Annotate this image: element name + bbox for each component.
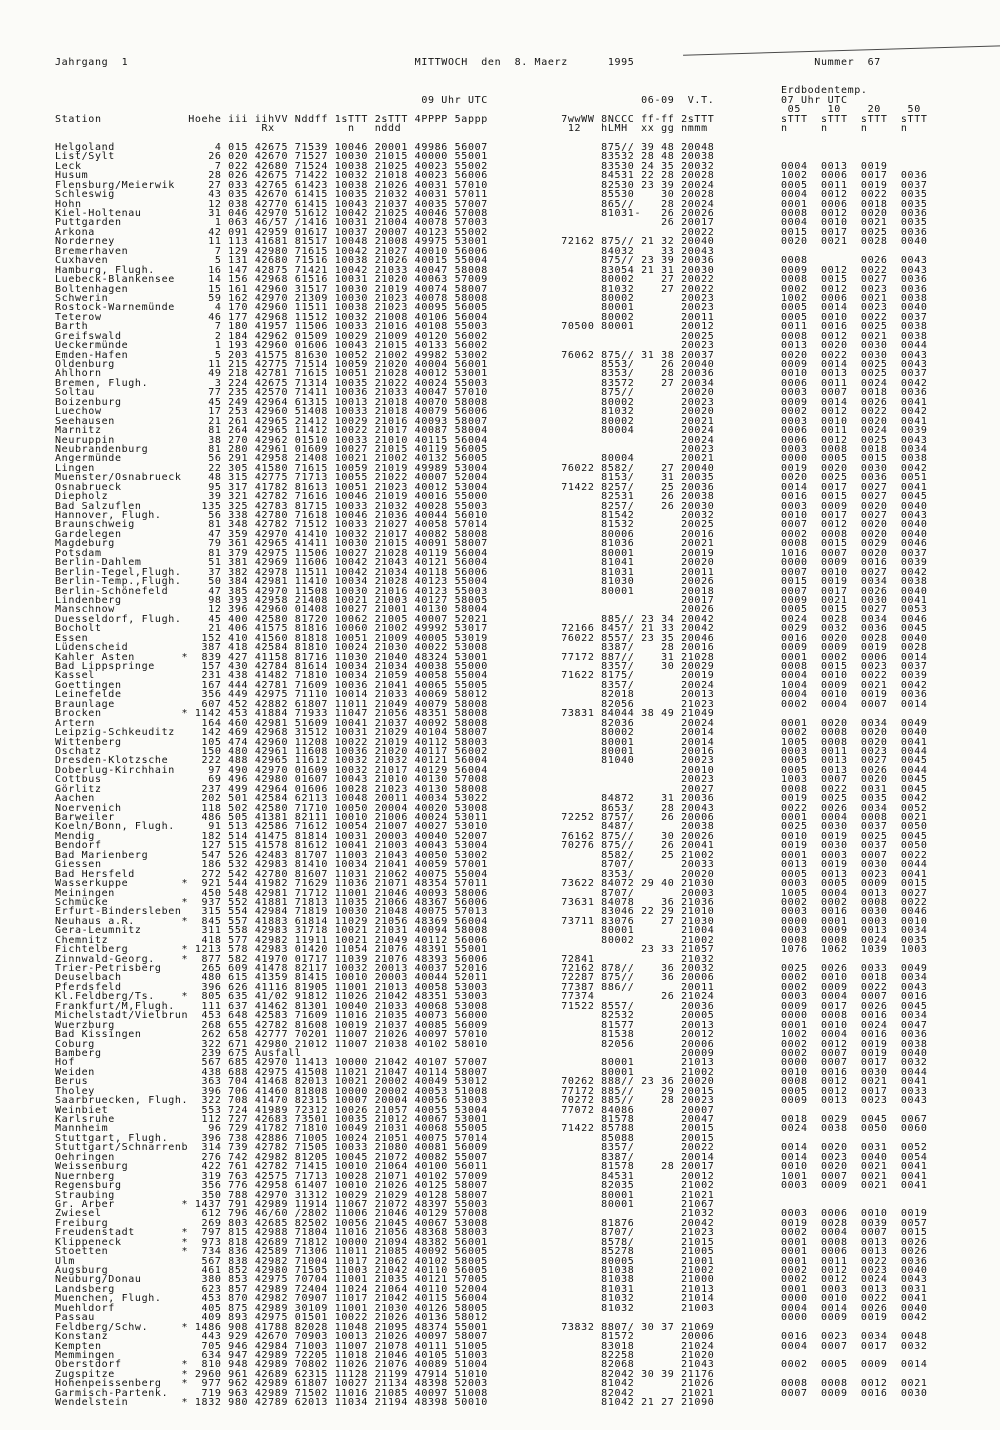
table-row: Potsdam 81 379 42975 11506 10027 21028 40119 56004 80001 20019 1016 0007 0020 0037 (55, 547, 988, 559)
table-row: Muehldorf 405 875 42989 30109 11001 21030 40126 58005 81032 21003 0004 0014 0026 0040 (55, 1302, 988, 1314)
table-row: Bad Kissingen 262 658 42777 70201 11007 21026 40097 57010 81538 20012 1002 0004 0016 0036 (55, 1029, 988, 1041)
table-row: Ulm 567 838 42982 71004 11017 21062 40102 58005 80005 21001 0001 0011 0022 0036 (55, 1255, 988, 1267)
table-row: Cottbus 69 496 42980 01607 10043 21010 40130 57008 20023 1003 0007 0020 0045 (55, 774, 988, 786)
table-row: Hannover, Flugh. 56 338 42780 71618 10046 21036 40044 56010 81542 20032 0010 0017 0027 0043 (55, 510, 988, 521)
table-row: Meiningen 450 548 42981 71712 11001 21046 40093 58006 8707/ 20003 1005 0004 0013 0027 (55, 887, 988, 899)
table-row: Helgoland 4 015 42675 71539 10046 20001 49986 56007 875// 39 48 20048 (55, 141, 988, 153)
table-row: Neuruppin 38 270 42962 01510 10033 21010 40115 56004 20024 0006 0012 0025 0043 (55, 434, 988, 446)
table-row: Marnitz 81 264 42965 11412 10022 21017 40087 58004 80004 20024 0006 0011 0024 0039 (55, 425, 988, 437)
table-row: Coburg 322 671 42980 21012 11007 21038 40102 58010 82056 20006 0002 0012 0019 0038 (55, 1038, 988, 1050)
table-row: Stuttgart, Flugh. 396 738 42886 71005 10024 21051 40075 57014 85088 20015 (55, 1132, 988, 1144)
table-row: Artern 164 460 42981 51609 10041 21037 40092 58008 82036 20024 0001 0020 0034 0049 (55, 717, 988, 729)
table-row: Weissenburg 422 761 42782 71415 10010 21064 40100 56011 81578 28 20017 0010 0020 0021 0041 (55, 1161, 988, 1173)
table-row: Saarbruecken, Flugh. 322 708 41470 82315 10007 20004 40056 53003 70272 885// 28 20023 0009 0013 0023 0043 (55, 1095, 988, 1107)
table-row: Luechow 17 253 42960 51408 10033 21018 40079 56006 81032 20020 0002 0012 0022 0042 (55, 406, 988, 418)
table-row: Emden-Hafen 5 203 41575 81630 10052 21002 49982 53002 76062 875// 31 38 20037 0020 0022 0030 0043 (55, 349, 988, 361)
table-row: Leinefelde 356 449 42975 71110 10014 21033 40069 58012 82018 20013 0004 0010 0019 0036 (55, 689, 988, 701)
table-row: Boltenhagen 15 161 42960 31517 10030 21019 40074 58007 81032 27 20022 0002 0012 0023 0036 (55, 283, 988, 295)
table-row: Soltau 77 235 42570 71411 10036 21033 40047 57010 875// 20020 0003 0007 0018 0036 (55, 387, 988, 399)
table-row: Kempten 705 946 42984 71003 11007 21078 40111 51005 83018 21024 0004 0007 0017 0032 (55, 1340, 988, 1352)
table-row: Bremen, Flugh. 3 224 42675 71314 10035 21022 40024 55003 83572 27 20034 0006 0011 0024 0042 (55, 377, 988, 389)
table-row: Tholey 396 706 41460 81808 10000 20002 40053 51008 77172 885// 29 20015 0005 0012 0017 0033 (55, 1085, 988, 1097)
table-row: Passau 409 893 42975 01501 10022 21026 40136 58012 0000 0009 0019 0042 (55, 1312, 988, 1324)
table-row: Michelstadt/Vielbrun 453 648 42583 71609 11016 21035 40073 56000 82532 20005 0000 0008 0016 0034 (55, 1010, 988, 1022)
column-header-line: Station Hoehe iii iihVV Nddff 1sTTT 2sTTT 4PPPP 5appp 7wwWW 8NCCC ff-ff 2sTTT sTTT sTTT sTTT sTTT (55, 113, 988, 125)
table-row: Gardelegen 47 359 42970 41410 10032 21017 40082 58008 80006 20016 0002 0008 0020 0040 (55, 528, 988, 540)
table-row: Landsberg 623 857 42989 72404 11024 21064 40110 52004 81031 21013 0001 0003 0013 0031 (55, 1283, 988, 1295)
table-row: Stuttgart/Schnarrenb 314 739 42782 71505 10033 21080 40081 56009 8357/ 20022 0014 0020 0031 0052 (55, 1142, 988, 1154)
table-row: Doberlug-Kirchhain 97 490 42970 01609 10032 21017 40129 56004 20010 0005 0013 0026 0044 (55, 764, 988, 776)
table-row: Zugspitze * 2960 961 42689 62315 11128 21199 47914 51010 82042 30 39 21176 (55, 1368, 988, 1380)
table-row: Muenchen, Flugh. 453 870 42982 70907 11017 21042 40115 56004 81032 21014 0000 0010 0022 0041 (55, 1293, 988, 1305)
table-row: Augsburg 461 852 42980 71505 11003 21042 40110 56005 81038 21002 0002 0012 0023 0040 (55, 1265, 988, 1276)
table-row: Husum 28 026 42675 71422 10032 21018 40023 56006 84531 22 28 20028 1002 0006 0017 0036 (55, 170, 988, 182)
table-row: Arkona 42 091 42959 01617 10037 20007 40123 55002 20022 0015 0017 0025 0036 (55, 226, 988, 238)
table-row: Kassel 231 438 41482 71810 10034 21059 40058 55004 71622 8175/ 20019 0004 0010 0022 0039 (55, 670, 988, 682)
table-row: Osnabrueck 95 317 41782 81613 10051 21023 40012 53004 71422 8257/ 25 20036 0014 0017 0027 0041 (55, 481, 988, 493)
table-row: Wittenberg 105 474 42960 11208 10022 21019 40112 58003 80001 20014 1005 0008 0020 0041 (55, 736, 988, 748)
table-row: Deuselbach 480 615 41359 81415 10010 20003 40044 52011 72287 875// 36 20006 0002 0010 0018 0034 (55, 972, 988, 984)
table-row: Barweiler 486 505 41381 82111 10010 21006 40024 53011 72252 8757/ 26 20006 0001 0004 0008 0021 (55, 812, 988, 823)
table-row: Zwiesel 612 796 46/60 /2802 11006 21046 40129 57008 21032 0003 0006 0010 0019 (55, 1208, 988, 1220)
table-row: Weinbiet 553 724 41989 72312 10026 21057 40055 53004 77072 84086 20007 (55, 1104, 988, 1116)
table-row: Braunlage 607 452 42882 61807 11011 21049 40079 58008 82056 21023 0002 0004 0007 0014 (55, 698, 988, 710)
table-row: Bad Salzuflen 135 325 42783 81715 10033 21032 40028 55003 8257/ 26 20030 0003 0009 0020 0040 (55, 500, 988, 512)
table-row: Schleswig 43 035 42670 61415 10035 21032 40031 57011 85530 30 20028 0004 0012 0022 0035 (55, 189, 988, 201)
table-row: Freiburg 269 803 42685 82502 10056 21045 40067 53008 81876 20042 0019 0028 0039 0057 (55, 1217, 988, 1229)
table-row: Wuerzburg 268 655 42782 81608 10019 21037 40085 56009 81577 20013 0001 0010 0024 0047 (55, 1019, 988, 1031)
table-row: Erfurt-Bindersleben 315 554 42984 71819 10030 21048 40075 57013 83046 22 29 21010 0003 0016 0030 0046 (55, 906, 988, 918)
table-row: Goettingen 167 444 42781 71609 10036 21041 40065 55005 8357/ 20024 1004 0009 0021 0042 (55, 679, 988, 691)
table-row: Zinnwald-Georg. * 877 582 41970 01717 11039 21076 48393 56006 72841 21032 (55, 953, 988, 965)
table-row: List/Sylt 26 020 42670 71527 10030 21015 40000 55001 83532 28 48 20038 (55, 151, 988, 163)
table-row: Konstanz 443 929 42670 70903 10013 21026 40097 58007 81572 20006 0016 0023 0034 0048 (55, 1331, 988, 1343)
table-row: Giessen 186 532 42983 81410 10034 21041 40059 57001 8707/ 20033 0013 0019 0030 0044 (55, 859, 988, 871)
table-row: Teterow 46 177 42968 11512 10032 21008 40106 56004 80002 20011 0005 0010 0022 0037 (55, 311, 988, 323)
table-row: Oschatz 150 480 42961 11608 10036 21020 40117 56002 80001 20016 0003 0011 0023 0044 (55, 745, 988, 757)
table-row: Kl.Feldberg/Ts. * 805 635 41/02 91812 11026 21042 48351 53003 77374 26 21024 0003 0004 0007 0016 (55, 991, 988, 1003)
table-row: Flensburg/Meierwik 27 033 42765 61423 10038 21026 40031 57010 82530 23 39 20024 0005 0011 0019 0037 (55, 179, 988, 191)
table-row: Feldberg/Schw. * 1486 908 41788 82028 11048 21095 48374 55001 73832 8807/ 30 37 21069 (55, 1321, 988, 1333)
table-row: Essen 152 410 41560 81818 10051 21009 40005 53019 76022 8557/ 23 35 20046 0016 0020 0028 0040 (55, 632, 988, 644)
table-row: Schmücke * 937 552 41881 71813 11035 21066 48367 56006 73631 84078 36 21036 0002 0002 0008 0022 (55, 896, 988, 908)
table-row: Bad Marienberg 547 526 42483 81707 11003 21043 40050 53002 8582/ 25 21002 0001 0003 0007 0022 (55, 849, 988, 861)
table-row: Frankfurt/M,Flugh. 111 637 41462 81301 10040 21033 40068 53008 71522 8557/ 20036 0009 0017 0026 0045 (55, 1000, 988, 1012)
table-row: Hamburg, Flugh. 16 147 42875 71421 10042 21033 40047 58008 83054 21 31 20030 0009 0012 0022 0043 (55, 264, 988, 276)
table-row: Hohn 12 038 42770 61415 10043 21037 40035 57007 865// 28 20024 0001 0006 0018 0035 (55, 198, 988, 210)
table-row: Berlin-Schönefeld 47 385 42970 11508 10030 21016 40123 55003 80001 20018 0007 0017 0026 0040 (55, 585, 988, 597)
table-row: Nuernberg 319 763 42575 71713 10028 21071 40102 57009 84531 20012 1001 0007 0021 0041 (55, 1170, 988, 1182)
table-row: Manschnow 12 396 42960 01408 10027 21001 40130 58004 20026 0005 0015 0027 0053 (55, 604, 988, 616)
table-row: Görlitz 237 499 42964 01606 10028 21023 40130 58008 20027 0008 0022 0031 0045 (55, 783, 988, 795)
table-row: Angermünde 56 291 42958 21408 10021 21002 40132 56005 80004 20021 0000 0005 0015 0038 (55, 453, 988, 465)
table-row: Lingen 22 305 41580 71615 10059 21019 49989 53004 76022 8582/ 27 20040 0019 0020 0030 0042 (55, 462, 988, 474)
table-row: Leck 7 022 42680 71524 10038 21025 40023 55002 83530 24 35 20032 0004 0013 0019 (55, 160, 988, 172)
table-row: Barth 7 180 41957 11506 10033 21016 40108 55003 70500 80001 20012 0011 0016 0025 0038 (55, 321, 988, 333)
table-row: Berus 363 704 41468 82013 10021 20002 40049 53012 70262 888// 23 36 20020 0008 0012 0021 0041 (55, 1076, 988, 1088)
weather-bulletin-document (55, 58, 987, 1408)
table-row: Braunschweig 81 348 42782 71512 10033 21027 40058 57014 81532 20025 0007 0012 0020 0040 (55, 519, 988, 531)
table-row: Regensburg 356 776 42958 61407 10010 21026 40125 58007 82035 21002 0003 0009 0021 0041 (55, 1180, 988, 1192)
table-row: Memmingen 634 947 42989 72205 11018 21046 40105 51003 82258 21020 (55, 1349, 988, 1361)
table-row: Klippeneck * 973 818 42689 71812 10000 21094 48382 56001 8578/ 21015 0001 0008 0013 0026 (55, 1236, 988, 1248)
table-row: Freudenstadt * 797 815 42988 71804 11016 21056 48368 58003 8707/ 21023 0002 0004 0007 0015 (55, 1227, 988, 1239)
table-row: Lindenberg 98 393 42958 21408 10021 21003 40127 58005 20017 0009 0021 0030 0041 (55, 594, 988, 606)
table-row: Karlsruhe 112 727 42683 73501 10035 21012 40067 53001 81578 20047 0018 0029 0045 0067 (55, 1114, 988, 1125)
table-row: Boizenburg 45 249 42964 61315 10013 21018 40070 58008 80002 20023 0009 0014 0026 0041 (55, 396, 988, 408)
soil-depth-header-line: 05 10 20 50 (55, 104, 988, 116)
table-row: Luebeck-Blankensee 14 156 42968 61516 10031 21020 40063 57009 80002 27 20022 0008 0015 0027 0036 (55, 274, 988, 286)
table-row: Koeln/Bonn, Flugh. 91 513 42586 71612 10054 21007 40027 53010 8487/ 20038 0025 0030 0037 0050 (55, 821, 988, 833)
table-row: Neuhaus a.R. * 845 557 41883 61814 11029 21056 48369 56004 73711 83076 27 21030 0000 0001 0003 0010 (55, 915, 988, 927)
table-row: Leipzig-Schkeuditz 142 469 42968 31512 10031 21029 40104 58007 80002 20014 0002 0008 0020 0040 (55, 727, 988, 739)
table-row: Berlin-Tegel,Flugh. 37 382 42978 11511 10042 21034 40118 56006 81031 20011 0007 0010 0027 0042 (55, 566, 988, 578)
table-row: Bendorf 127 515 41578 81612 10041 21003 40043 53004 70276 875// 26 20041 0019 0030 0037 0050 (55, 840, 988, 852)
table-row: Straubing 350 788 42970 31312 10029 21029 40128 58007 80001 21021 (55, 1189, 988, 1201)
table-row: Aachen 202 501 42584 62113 10048 20011 40034 53022 84872 31 20036 0019 0025 0035 0042 (55, 793, 988, 805)
column-subheader-line: Rx n nddd 12 hLMH xx gg nmmm n n n n (55, 123, 988, 135)
table-row: Magdeburg 79 361 42965 41411 10030 21015 40091 58007 81036 20021 0008 0015 0029 0046 (55, 538, 988, 550)
table-row: Bad Hersfeld 272 542 42780 81607 11031 21062 40075 55004 8353/ 20020 0005 0013 0023 0041 (55, 868, 988, 880)
page-header-line: Jahrgang 1 MITTWOCH den 8. Maerz 1995 Nummer 67 (55, 57, 988, 68)
table-row: Bremerhaven 7 129 42980 71615 10042 21027 40010 56006 84032 33 20043 (55, 245, 988, 257)
table-row: Greifswald 2 184 42962 01509 10029 21009 40120 56002 20025 0008 0012 0021 0038 (55, 330, 988, 342)
table-row: Gr. Arber * 1437 791 42989 11914 11067 21072 48397 55003 80001 21067 (55, 1198, 988, 1210)
table-row: Schwerin 59 162 42970 21309 10030 21023 40078 58008 80002 20023 1002 0006 0021 0038 (55, 292, 988, 304)
table-row: Mendig 182 514 41475 81814 10031 20003 40040 52007 76162 875// 30 20026 0010 0019 0025 0045 (55, 830, 988, 842)
table-row: Muenster/Osnabrueck 48 315 42775 71713 10055 21022 40007 52004 8153/ 31 20035 0020 0025 0036 0051 (55, 472, 988, 484)
table-row: Pferdsfeld 396 626 41116 81905 11001 21013 40058 53003 77387 886// 20011 0002 0009 0022 0043 (55, 981, 988, 993)
table-row: Duesseldorf, Flugh. 45 400 42580 81720 10062 21005 40007 52021 885// 23 34 20042 0024 0028 0034 0046 (55, 613, 988, 625)
table-row: Puttgarden 1 063 46/57 /1416 10031 21004 40078 57003 26 20017 0004 0010 0021 0035 (55, 217, 988, 229)
table-row: Cuxhaven 5 131 42680 71516 10038 21026 40015 55004 875// 23 39 20036 0008 0026 0043 (55, 255, 988, 267)
table-row: Chemnitz 418 577 42982 11911 10021 21049 40112 56006 80002 21002 0008 0008 0024 0035 (55, 934, 988, 946)
table-row: Gera-Leumnitz 311 558 42983 31718 10021 21031 40094 58008 80001 21004 0003 0009 0013 0034 (55, 925, 988, 937)
table-row: Neuburg/Donau 380 853 42975 70704 11001 21035 40121 57005 81038 21000 0002 0012 0024 0043 (55, 1274, 988, 1286)
table-row: Fichtelberg * 1213 578 42983 01420 11054 21076 48391 55001 23 33 21057 1076 1062 1039 1003 (55, 944, 988, 956)
table-row: Norderney 11 113 41681 81517 10048 21008 49975 53001 72162 875// 21 32 20040 0020 0021 0028 0040 (55, 236, 988, 248)
table-row: Neubrandenburg 81 280 42961 01609 10027 21015 40119 56005 20023 0003 0008 0018 0034 (55, 443, 988, 455)
table-row: Kiel-Holtenau 31 046 42970 51612 10042 21025 40046 57008 81031- 26 20026 0008 0012 0020 0036 (55, 208, 988, 219)
table-row: Bamberg 239 675 Ausfall 20009 0002 0007 0019 0040 (55, 1047, 988, 1059)
table-row: Lüdenscheid 387 418 42584 81810 10024 21030 40022 53008 8387/ 28 20016 0009 0009 0019 0028 (55, 642, 988, 654)
table-row: Wasserkuppe * 921 544 41982 71629 11036 21071 48354 57011 73622 84072 29 40 21030 0003 0005 0009 0015 (55, 878, 988, 890)
table-row: Diepholz 39 321 42782 71616 10046 21019 40016 55000 82531 26 20038 0016 0015 0027 0045 (55, 491, 988, 503)
table-row: Stoetten * 734 836 42589 71306 11011 21085 40092 56005 85278 21005 0001 0006 0013 0026 (55, 1246, 988, 1258)
table-row: Berlin-Dahlem 51 381 42969 11606 10042 21043 40121 56004 81041 20020 0000 0009 0016 0039 (55, 557, 988, 569)
table-row: Garmisch-Partenk. 719 963 42989 71502 11016 21085 40097 51008 82042 21021 0007 0009 0016 0030 (55, 1387, 988, 1399)
table-row: Noervenich 118 502 42580 71710 10050 20004 40020 53008 8653/ 28 20043 0022 0026 0034 0052 (55, 802, 988, 814)
table-row: Trier-Petrisberg 265 609 41478 82117 10032 20013 40037 52016 72162 878// 36 20032 0025 0026 0033 0049 (55, 963, 988, 974)
table-row: Seehausen 21 261 42965 21412 10029 21016 40093 58007 80002 20021 0003 0010 0020 0041 (55, 415, 988, 427)
table-row: Hof 567 685 42970 11413 10000 21042 40107 57007 80001 21013 0000 0007 0017 0032 (55, 1057, 988, 1069)
table-row: Bocholt 21 406 41575 81816 10060 21002 49992 53017 72166 8457/ 21 33 20042 0029 0032 0036 0045 (55, 623, 988, 635)
table-row: Kahler Asten * 839 427 41158 81716 11030 21040 48324 53001 77172 887// 31 21028 0001 0002 0006 0014 (55, 651, 988, 663)
table-row: Dresden-Klotzsche 222 488 42965 11612 10032 21032 40121 56004 81040 20023 0005 0013 0027 0045 (55, 755, 988, 767)
table-row: Berlin-Temp.,Flugh. 50 384 42981 11410 10034 21028 40123 55004 81030 20026 0015 0019 0034 0038 (55, 576, 988, 588)
time-header-line: 09 Uhr UTC 06-09 V.T. 07 Uhr UTC (55, 94, 988, 106)
table-row: Wendelstein * 1832 980 42789 62013 11034 21194 48398 50010 81042 21 27 21090 (55, 1397, 988, 1409)
scan-artifact-line (683, 45, 1000, 56)
table-row: Oldenburg 11 215 42775 71514 10059 21020 40004 56001 8553/ 26 20040 0009 0014 0025 0043 (55, 359, 988, 370)
table-row: Ueckermünde 1 193 42960 01606 10043 21015 40133 56002 20023 0013 0020 0030 0044 (55, 340, 988, 352)
table-row: Oberstdorf * 810 948 42989 70802 11026 21076 40089 51004 82068 21043 0002 0005 0009 0014 (55, 1359, 988, 1371)
table-row: Oehringen 276 742 42982 81205 10045 21072 40082 55007 8387/ 20014 0014 0023 0040 0054 (55, 1151, 988, 1163)
table-row: Mannheim 96 729 41782 71810 10049 21031 40068 55005 71422 85788 20015 0024 0038 0050 0060 (55, 1123, 988, 1135)
table-row: Bad Lippspringe 157 430 42784 81614 10034 21034 40038 55000 8357/ 30 20029 0008 0015 0023 0037 (55, 661, 988, 672)
soil-temp-title-line: Erdbodentemp. (55, 85, 988, 97)
table-row: Weiden 438 688 42975 41508 11021 21047 40114 58007 80001 21002 0010 0016 0030 0044 (55, 1066, 988, 1078)
table-row: Ahlhorn 49 218 42781 71615 10051 21028 40012 53001 8353/ 28 20036 0010 0013 0025 0037 (55, 368, 988, 380)
table-row: Hohenpeissenberg * 977 962 42989 61807 10027 21134 48398 52003 81042 21026 0008 0008 0012 0021 (55, 1378, 988, 1390)
table-row: Brocken * 1142 453 41884 71933 11047 21056 48351 58008 73831 84044 38 49 21049 (55, 708, 988, 720)
table-row: Rostock-Warnemünde 4 170 42960 11511 10038 21023 40095 56005 80001 20023 0005 0014 0023 0040 (55, 302, 988, 314)
